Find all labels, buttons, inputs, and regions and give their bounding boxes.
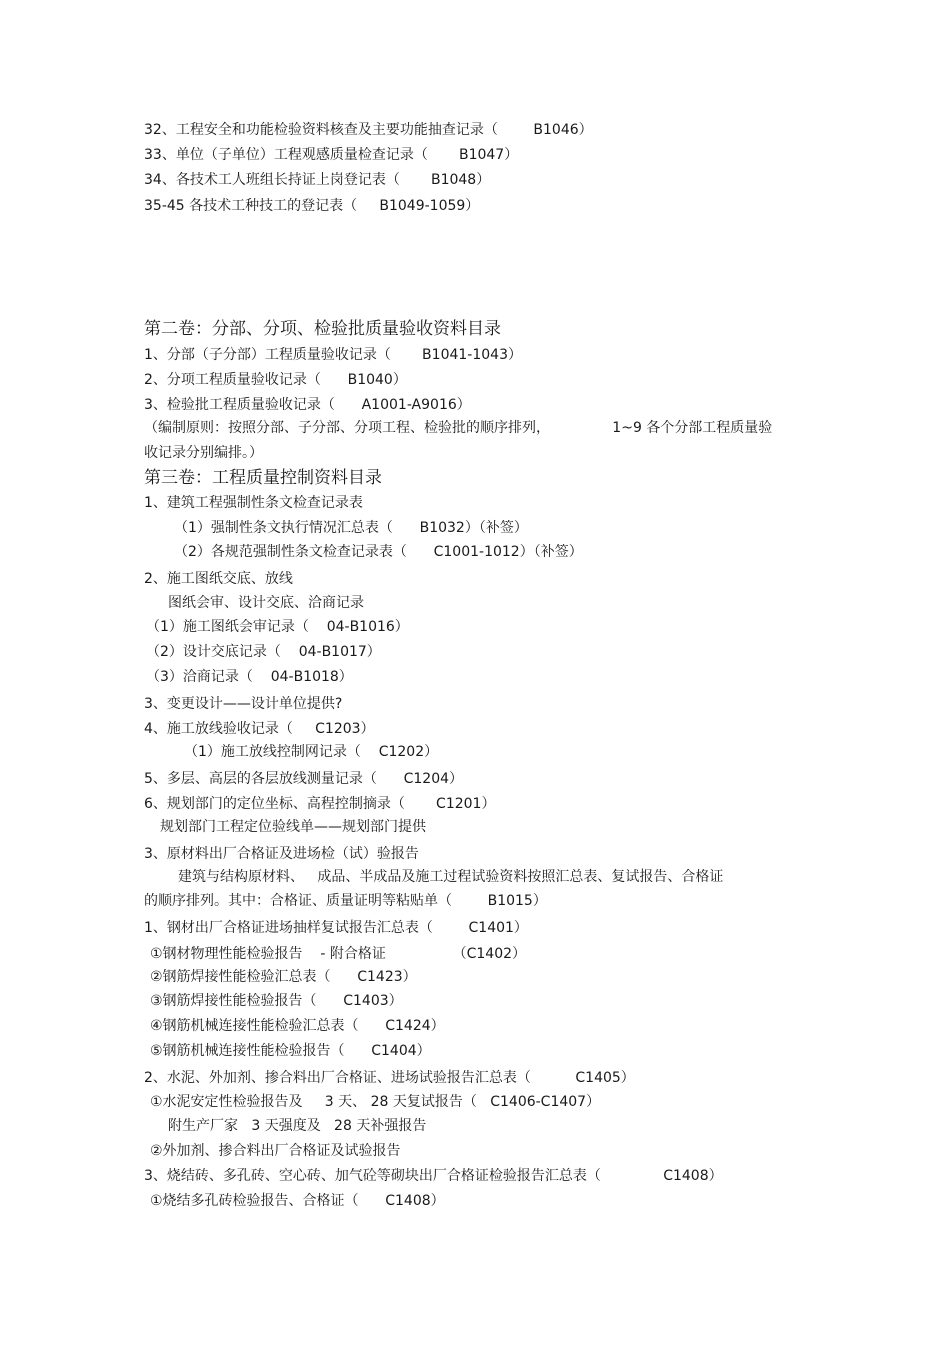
materials-desc-line-2: 的顺序排列。其中：合格证、质量证明等粘贴单（ B1015） — [144, 893, 547, 909]
vol3-item-2-1: （1）施工图纸会审记录（ 04-B1016） — [146, 619, 409, 635]
steel-item-5: ⑤钢筋机械连接性能检验报告（ C1404） — [150, 1043, 431, 1059]
vol2-note-line-1: （编制原则：按照分部、子分部、分项工程、检验批的顺序排列， 1~9 各个分部工程质量验 — [144, 420, 773, 436]
cement-item-1-note: 附生产厂家 3 天强度及 28 天补强报告 — [168, 1118, 427, 1134]
brick-item-1: ①烧结多孔砖检验报告、合格证（ C1408） — [150, 1193, 445, 1209]
materials-desc-line-1: 建筑与结构原材料、 成品、半成品及施工过程试验资料按照汇总表、复试报告、合格证 — [178, 869, 724, 885]
volume-3-heading: 第三卷：工程质量控制资料目录 — [144, 468, 382, 488]
vol2-item-1: 1、分部（子分部）工程质量验收记录（ B1041-1043） — [144, 347, 522, 363]
vol3-item-4-1: （1）施工放线控制网记录（ C1202） — [184, 744, 439, 760]
volume-2-heading: 第二卷：分部、分项、检验批质量验收资料目录 — [144, 319, 501, 339]
vol2-item-2: 2、分项工程质量验收记录（ B1040） — [144, 372, 407, 388]
cement-item-1: ①水泥安定性检验报告及 3 天、 28 天复试报告（ C1406-C1407） — [150, 1094, 601, 1110]
vol3-item-3-change: 3、变更设计——设计单位提供? — [144, 696, 343, 712]
vol3-item-6-note: 规划部门工程定位验线单——规划部门提供 — [160, 819, 426, 835]
vol3-item-1-1: （1）强制性条文执行情况汇总表（ B1032）（补签） — [174, 520, 528, 536]
item-33: 33、单位（子单位）工程观感质量检查记录（ B1047） — [144, 147, 519, 163]
vol2-item-3: 3、检验批工程质量验收记录（ A1001-A9016） — [144, 397, 471, 413]
vol3-item-2: 2、施工图纸交底、放线 — [144, 571, 293, 587]
steel-item-4: ④钢筋机械连接性能检验汇总表（ C1424） — [150, 1018, 445, 1034]
steel-item-3: ③钢筋焊接性能检验报告（ C1403） — [150, 993, 403, 1009]
vol3-item-1: 1、建筑工程强制性条文检查记录表 — [144, 495, 363, 511]
vol3-item-2-3: （3）洽商记录（ 04-B1018） — [146, 669, 353, 685]
item-35-45: 35-45 各技术工种技工的登记表（ B1049-1059） — [144, 198, 480, 214]
cement-item-2: ②外加剂、掺合料出厂合格证及试验报告 — [150, 1143, 401, 1159]
vol2-note-line-2: 收记录分别编排。） — [144, 445, 263, 461]
brick-summary: 3、烧结砖、多孔砖、空心砖、加气砼等砌块出厂合格证检验报告汇总表（ C1408） — [144, 1168, 723, 1184]
vol3-item-2-subtitle: 图纸会审、设计交底、洽商记录 — [168, 595, 364, 611]
steel-summary: 1、钢材出厂合格证进场抽样复试报告汇总表（ C1401） — [144, 920, 528, 936]
steel-item-2: ②钢筋焊接性能检验汇总表（ C1423） — [150, 969, 417, 985]
item-34: 34、各技术工人班组长持证上岗登记表（ B1048） — [144, 172, 491, 188]
steel-item-1: ①钢材物理性能检验报告 - 附合格证 （C1402） — [150, 946, 527, 962]
vol3-item-4: 4、施工放线验收记录（ C1203） — [144, 721, 375, 737]
vol3-item-6: 6、规划部门的定位坐标、高程控制摘录（ C1201） — [144, 796, 496, 812]
vol3-item-1-2: （2）各规范强制性条文检查记录表（ C1001-1012）（补签） — [174, 544, 583, 560]
vol3-item-2-2: （2）设计交底记录（ 04-B1017） — [146, 644, 381, 660]
item-32: 32、工程安全和功能检验资料核查及主要功能抽查记录（ B1046） — [144, 122, 593, 138]
cement-summary: 2、水泥、外加剂、掺合料出厂合格证、进场试验报告汇总表（ C1405） — [144, 1070, 635, 1086]
vol3-item-5: 5、多层、高层的各层放线测量记录（ C1204） — [144, 771, 464, 787]
vol3-item-3-materials: 3、原材料出厂合格证及进场检（试）验报告 — [144, 846, 419, 862]
